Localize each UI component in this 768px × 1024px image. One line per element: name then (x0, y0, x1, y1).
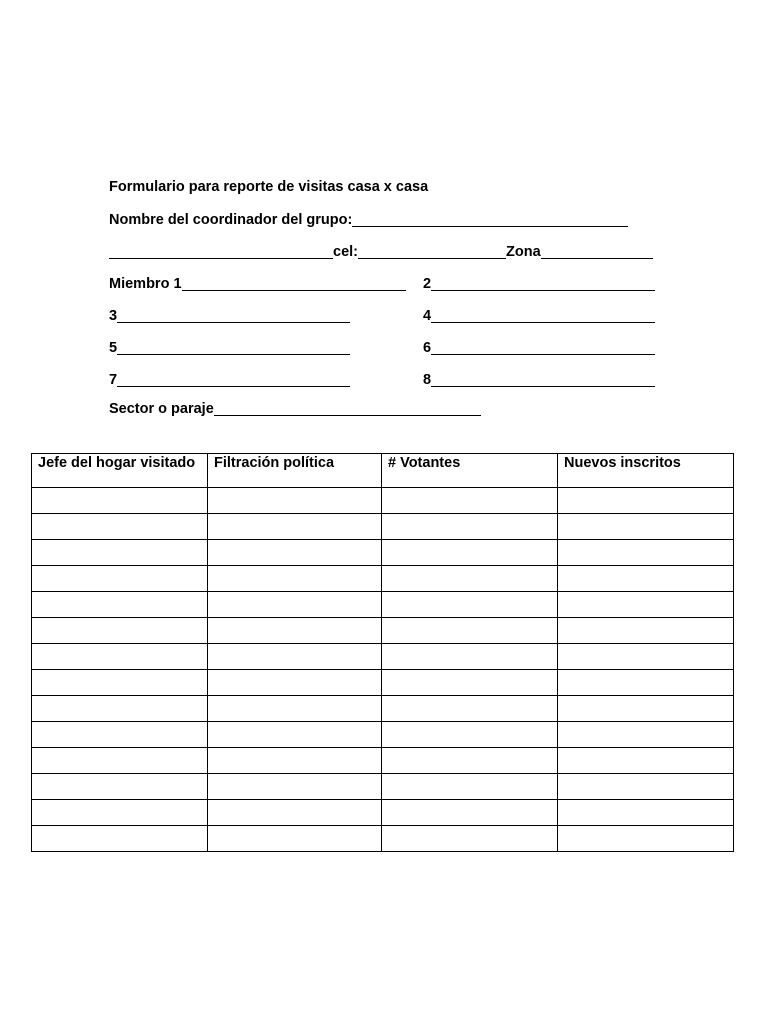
table-cell[interactable] (208, 826, 382, 852)
table-cell[interactable] (32, 826, 208, 852)
table-cell[interactable] (208, 696, 382, 722)
table-row (32, 644, 734, 670)
table-cell[interactable] (382, 722, 558, 748)
table-cell[interactable] (208, 566, 382, 592)
member-1-label: Miembro 1 (109, 276, 182, 292)
table-row (32, 670, 734, 696)
table-cell[interactable] (558, 722, 734, 748)
table-cell[interactable] (382, 800, 558, 826)
member-4-label: 4 (423, 308, 432, 324)
table-cell[interactable] (32, 566, 208, 592)
sector-blank[interactable] (214, 415, 481, 416)
member-1-line (109, 275, 406, 293)
table-cell[interactable] (32, 748, 208, 774)
table-row (32, 488, 734, 514)
visit-report-table (31, 453, 734, 852)
table-cell[interactable] (558, 592, 734, 618)
member-2-label: 2 (423, 276, 432, 292)
table-row (32, 618, 734, 644)
table-cell[interactable] (208, 774, 382, 800)
table-row (32, 540, 734, 566)
table-header-row (32, 454, 734, 488)
header-filtracion-politica: Filtración política (208, 454, 382, 488)
table-cell[interactable] (32, 514, 208, 540)
member-6-line (423, 339, 655, 357)
table-cell[interactable] (558, 514, 734, 540)
table-row (32, 592, 734, 618)
table-row (32, 514, 734, 540)
member-5-label: 5 (109, 340, 118, 356)
table-cell[interactable] (558, 774, 734, 800)
table-cell[interactable] (382, 748, 558, 774)
table-row (32, 826, 734, 852)
coordinator-label: Nombre del coordinador del grupo: (109, 212, 353, 228)
table-cell[interactable] (208, 748, 382, 774)
member-3-blank[interactable] (117, 322, 350, 323)
table-cell[interactable] (208, 722, 382, 748)
table-cell[interactable] (382, 826, 558, 852)
table-cell[interactable] (208, 618, 382, 644)
member-3-line (109, 307, 350, 325)
coordinator-blank[interactable] (352, 226, 628, 227)
member-2-blank[interactable] (431, 290, 655, 291)
member-6-blank[interactable] (431, 354, 655, 355)
table-cell[interactable] (558, 540, 734, 566)
member-8-line (423, 371, 655, 389)
table-cell[interactable] (208, 488, 382, 514)
sector-line (109, 400, 481, 418)
member-2-line (423, 275, 655, 293)
table-cell[interactable] (558, 644, 734, 670)
table-cell[interactable] (382, 670, 558, 696)
member-7-line (109, 371, 350, 389)
table-row (32, 722, 734, 748)
table-cell[interactable] (558, 670, 734, 696)
table-row (32, 774, 734, 800)
table-cell[interactable] (32, 618, 208, 644)
table-cell[interactable] (382, 644, 558, 670)
table-cell[interactable] (32, 488, 208, 514)
member-8-blank[interactable] (431, 386, 655, 387)
table-row (32, 566, 734, 592)
member-5-blank[interactable] (117, 354, 350, 355)
table-cell[interactable] (32, 800, 208, 826)
table-cell[interactable] (558, 696, 734, 722)
member-1-blank[interactable] (182, 290, 406, 291)
table-row (32, 748, 734, 774)
table-row (32, 696, 734, 722)
table-cell[interactable] (382, 514, 558, 540)
table-cell[interactable] (32, 592, 208, 618)
table-cell[interactable] (558, 618, 734, 644)
table-cell[interactable] (208, 670, 382, 696)
table-cell[interactable] (558, 826, 734, 852)
coordinator-continued-blank[interactable] (109, 258, 333, 259)
table-cell[interactable] (382, 774, 558, 800)
table-body (32, 488, 734, 852)
member-4-blank[interactable] (431, 322, 655, 323)
member-7-label: 7 (109, 372, 118, 388)
table-cell[interactable] (558, 566, 734, 592)
table-cell[interactable] (558, 748, 734, 774)
table-cell[interactable] (208, 644, 382, 670)
member-5-line (109, 339, 350, 357)
table-cell[interactable] (208, 592, 382, 618)
table-cell[interactable] (32, 670, 208, 696)
cel-blank[interactable] (358, 258, 506, 259)
header-nuevos-inscritos: Nuevos inscritos (558, 454, 734, 488)
table-cell[interactable] (382, 696, 558, 722)
header-votantes: # Votantes (382, 454, 558, 488)
member-4-line (423, 307, 655, 325)
table-cell[interactable] (382, 592, 558, 618)
form-title: Formulario para reporte de visitas casa x casa (109, 179, 429, 195)
sector-label: Sector o paraje (109, 401, 214, 417)
table-cell[interactable] (32, 696, 208, 722)
member-8-label: 8 (423, 372, 432, 388)
table-cell[interactable] (208, 800, 382, 826)
table-cell[interactable] (382, 566, 558, 592)
zona-blank[interactable] (541, 258, 653, 259)
zona-label: Zona (506, 244, 541, 260)
header-jefe-del-hogar: Jefe del hogar visitado (32, 454, 208, 488)
contact-line (109, 243, 653, 261)
table-cell[interactable] (558, 800, 734, 826)
table-cell[interactable] (208, 514, 382, 540)
table-cell[interactable] (208, 540, 382, 566)
coordinator-line (109, 211, 628, 229)
table-cell[interactable] (558, 488, 734, 514)
member-7-blank[interactable] (117, 386, 350, 387)
table-row (32, 800, 734, 826)
table-cell[interactable] (32, 722, 208, 748)
table-cell[interactable] (382, 488, 558, 514)
member-6-label: 6 (423, 340, 432, 356)
table-cell[interactable] (32, 540, 208, 566)
cel-label: cel: (333, 244, 358, 260)
table-cell[interactable] (32, 774, 208, 800)
member-3-label: 3 (109, 308, 118, 324)
table-cell[interactable] (382, 540, 558, 566)
table-cell[interactable] (382, 618, 558, 644)
table-cell[interactable] (32, 644, 208, 670)
